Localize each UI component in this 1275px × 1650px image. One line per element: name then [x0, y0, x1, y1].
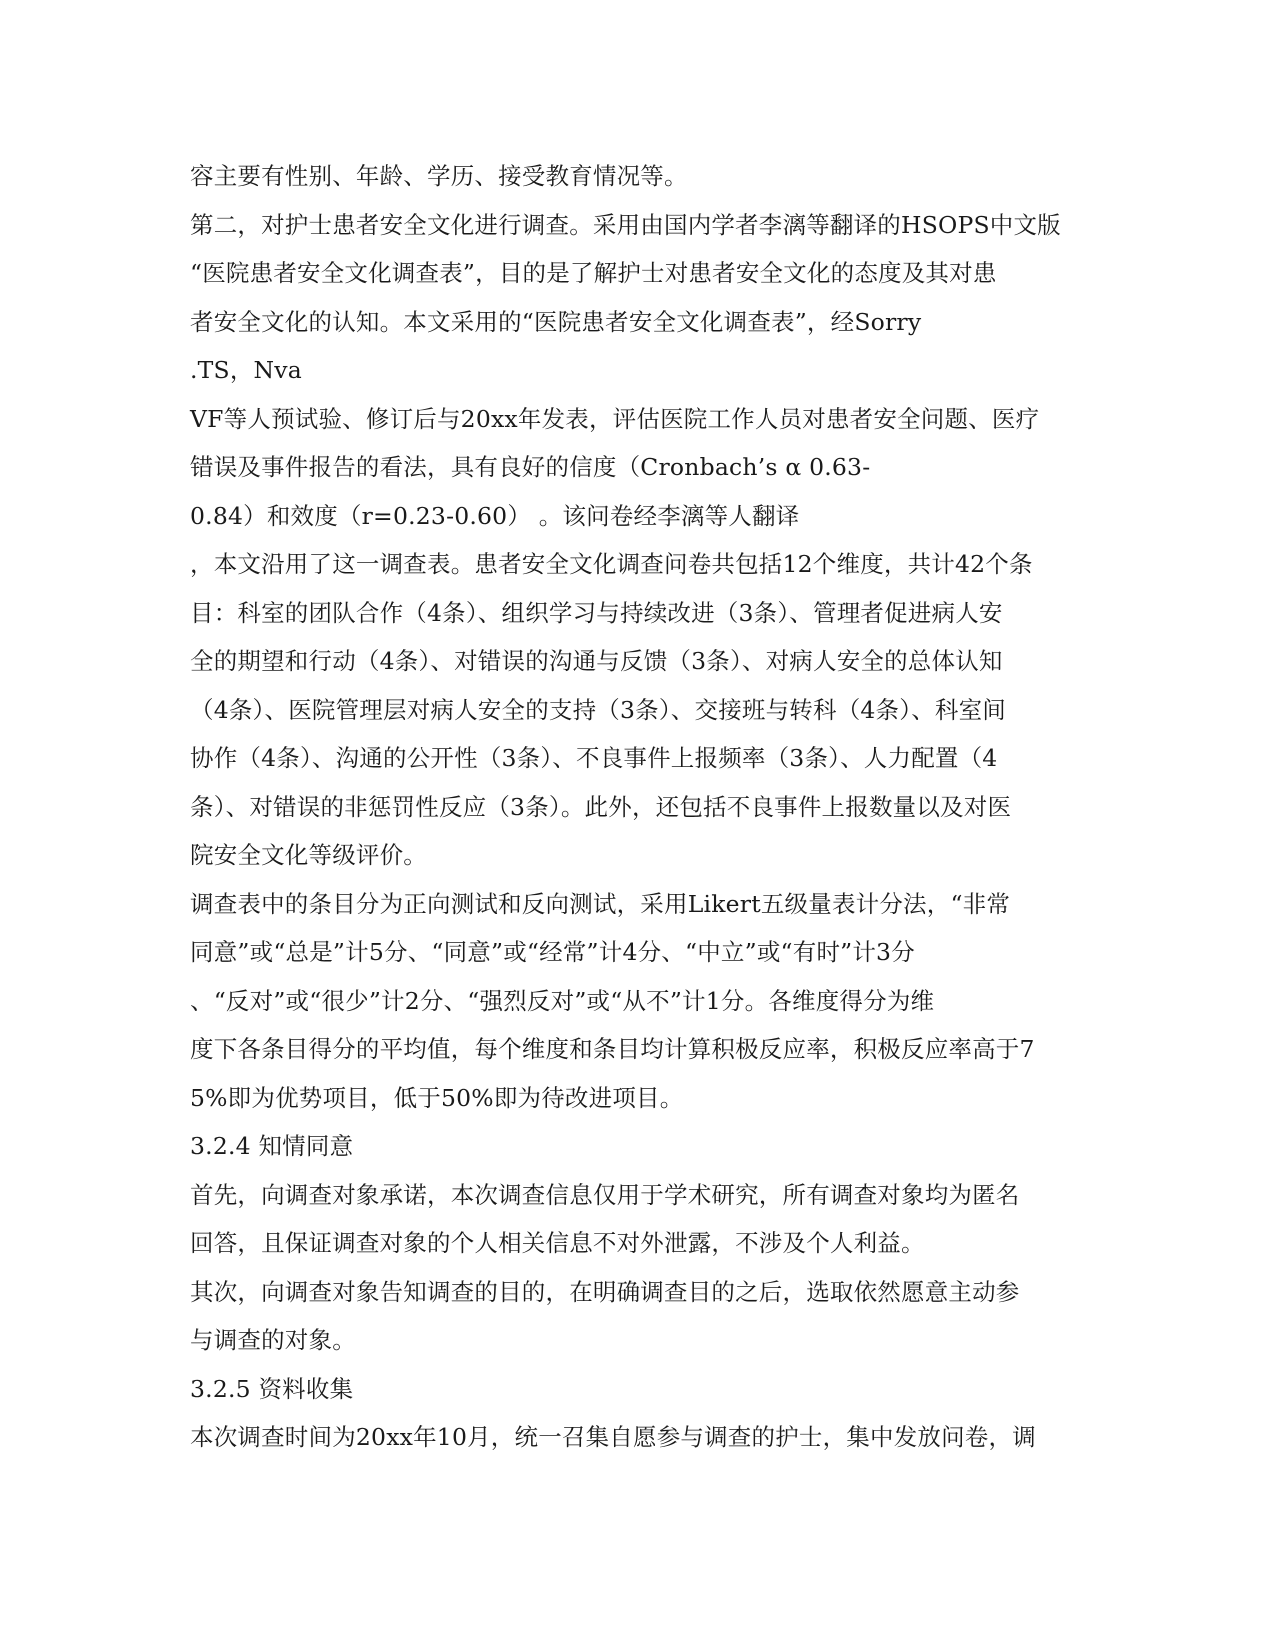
text-line: VF等人预试验、修订后与20xx年发表，评估医院工作人员对患者安全问题、医疗 — [190, 404, 1040, 433]
text-line: 0.84）和效度（r=0.23-0.60） 。该问卷经李漓等人翻译 — [190, 501, 800, 530]
text-line: 协作（4条）、沟通的公开性（3条）、不良事件上报频率（3条）、人力配置（4 — [190, 744, 998, 772]
text-line: 者安全文化的认知。本文采用的“医院患者安全文化调查表”，经Sorry — [190, 307, 922, 336]
text-line: ，本文沿用了这一调查表。患者安全文化调查问卷共包括12个维度，共计42个条 — [190, 550, 1033, 578]
text-line: 回答，且保证调查对象的个人相关信息不对外泄露，不涉及个人利益。 — [190, 1229, 925, 1257]
text-line: 目：科室的团队合作（4条）、组织学习与持续改进（3条）、管理者促进病人安 — [190, 598, 1003, 627]
text-line: 本次调查时间为20xx年10月，统一召集自愿参与调查的护士，集中发放问卷，调 — [190, 1423, 1036, 1451]
text-line: 、“反对”或“很少”计2分、“强烈反对”或“从不”计1分。各维度得分为维 — [190, 986, 935, 1015]
text-line: （4条）、医院管理层对病人安全的支持（3条）、交接班与转科（4条）、科室间 — [190, 695, 1007, 724]
text-line: .TS，Nva — [190, 356, 302, 384]
text-line: 5%即为优势项目，低于50%即为待改进项目。 — [190, 1083, 684, 1112]
text-line: 条）、对错误的非惩罚性反应（3条）。此外，还包括不良事件上报数量以及对医 — [190, 792, 1012, 821]
section-heading: 3.2.4 知情同意 — [190, 1132, 354, 1160]
text-line: 其次，向调查对象告知调查的目的，在明确调查目的之后，选取依然愿意主动参 — [190, 1277, 1020, 1306]
text-line: 度下各条目得分的平均值，每个维度和条目均计算积极反应率，积极反应率高于7 — [190, 1035, 1035, 1063]
text-line: 容主要有性别、年龄、学历、接受教育情况等。 — [190, 162, 688, 190]
text-line: 与调查的对象。 — [190, 1326, 356, 1354]
text-line: 错误及事件报告的看法，具有良好的信度（Cronbach’s α 0.63- — [190, 453, 871, 481]
section-heading: 3.2.5 资料收集 — [190, 1374, 354, 1403]
text-line: 同意”或“总是”计5分、“同意”或“经常”计4分、“中立”或“有时”计3分 — [190, 938, 915, 966]
text-line: 调查表中的条目分为正向测试和反向测试，采用Likert五级量表计分法，“非常 — [190, 889, 1011, 918]
text-line: 院安全文化等级评价。 — [190, 841, 427, 869]
text-line: “医院患者安全文化调查表”，目的是了解护士对患者安全文化的态度及其对患 — [190, 259, 997, 287]
document-page — [190, 152, 1080, 1462]
text-line: 首先，向调查对象承诺，本次调查信息仅用于学术研究，所有调查对象均为匿名 — [190, 1180, 1020, 1209]
text-line: 全的期望和行动（4条）、对错误的沟通与反馈（3条）、对病人安全的总体认知 — [190, 647, 1003, 675]
text-line: 第二，对护士患者安全文化进行调查。采用由国内学者李漓等翻译的HSOPS中文版 — [190, 210, 1061, 239]
